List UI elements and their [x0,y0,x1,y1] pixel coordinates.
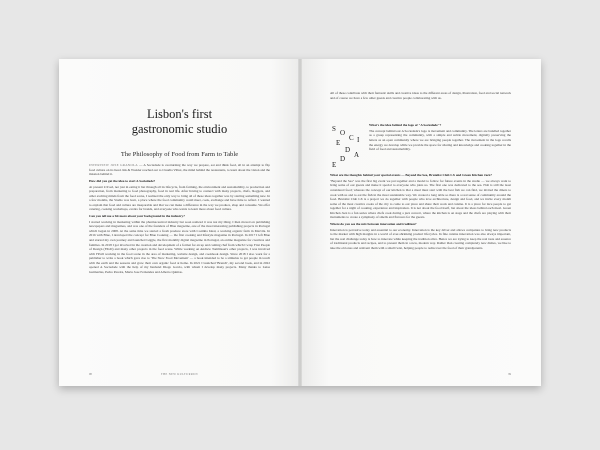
question-4: What are the thoughts behind your special events — Beyond the Sea, Brutalist Club LX and Green Kitchen Jazz? [330,173,492,178]
answer-1: At present it lived, not just in eating it but through all its lifecycle, from farming, the environment and sustainability, to production and preparation, from marketing to food photography, food in real life. After having to connect with many projects, chefs, bloggers, and other exciting minds from the food scene, I realized the only way to bring all of these ideas together was by starting something new. In a few months, the Studio was born, a place where the food community could meet, cook, exchange and have time to reflect. I wanted to explain that food and culture are inseparable and that we can make a difference in the way we produce, shop and consume. We offer catering, cooking workshops, events for brands, and everyone who wants to learn more about food culture. [89,184,270,212]
logo-letter-e2: E [332,161,338,169]
answer-2: I started working in marketing within the pharmaceutical industry but soon realized it was not my thing. I then moved on publishing newspapers and magazines, and was one of the founders of Blue magazine, one of the most interesting publishing projects in Portugal which began in 2008. At the same time we started a fresh produce store with Cozinha Ideal, a working organic farm in Marvila. In 2016 with Blue, I developed the concept for Blue Cooking — the first cooking and lifestyle magazine in Portugal. In 2017 I left Blue and started my own journey and launched Giggle, the first monthly digital magazine in Portugal, an online magazine for creatives and families. In 2018 I got involved in the creation and development of a format for an up and coming chef from which I wrap First People of Design (FPoD) and many other projects in the food scene. While working on Andrew Tomlinson's other projects, I was involved with FPoD working in the food scene in the area of marketing, website design, and cookbook design. Since 2018 I also work for a publisher to write a book which gave rise to 'The Slow Food Movement' — a book intended to be a stimulus to get people in touch with the earth and the seasons and grow their own organic food at home. In 2021 I launched 'Brunch', my second book, and in 2022 opened A Sociedade with the help of my husband Diogo Garcia, with whom I develop many projects. Many thanks to Luisa Guimarães, Pedro Pereira, Maria Jose Fernandes and Alberto Quintas. [89,219,270,274]
answer-3: The concept behind our A Sociedade's logo is movement and community. The letters are bundled together as a group representing the community, with a simple and subtle movement, digitally preserving the letters as an open community where we are bringing people together. The movement in the logo recalls the energy we develop while we provide the space for sharing and knowledge and cooking together in the field of food and sustainability. [369,128,511,152]
logo-letter-d2: D [340,155,347,163]
lead-text: — A Sociedade is overturning the way we prepare, eat and think food, all in an attempt to flip food culture on its head. Ink & Wonder reached out to Claudia Villax, the mind behind the restaurants, to learn about the vision and the mission behind it. [89,163,270,177]
sociedade-logo [330,125,364,169]
folio-right: 99 [508,373,511,376]
page-subtitle: The Philosophy of Food from Farm to Table [120,151,239,158]
lead-paragraph [89,163,270,177]
page-title [89,107,270,137]
question-3: What's the idea behind the logo of "A Sociedade"? [369,123,442,128]
book-spread [59,59,541,386]
logo-letter-a: A [354,151,361,159]
answer-5: Innovation is pervasive today and essential to our economy. Innovation is the key driver and allows companies to bring new products to the market with high margins in a world of ever-shrinking product lifecycles. In fine cuisine innovation was also always important, but the real challenge today is how to innovate while keeping the tradition alive. Hence we are trying to keep the real taste and essence of traditional products and recipes, and to present them in a new, modern way. Rather than creating completely new dishes, we like to take the old ones and reinvent them with a small twist, helping people to rediscover the food of their grandparents. [330,227,511,250]
running-footer: THE NEW KULTURRUN [161,373,198,376]
right-top-text: All of these contribute with their fantastic skills and creative ideas to the different areas of design, illustration, food and social network and of course we have a few other guests and creative people collaborating with us. [330,91,511,100]
lead-byline: INTERVIEW JOSE GRANOLA [89,163,138,167]
logo-answer-block [369,121,511,169]
folio-left: 98 [89,373,92,376]
left-page [59,59,300,386]
question-1: How did you get the idea to start A Sociedade? [89,178,156,183]
left-body-text [89,163,270,353]
logo-letter-o: O [340,129,347,137]
right-page [300,59,541,386]
title-line-2: gastronomic studio [131,122,228,136]
question-5: Where do you see the mix between innovation and tradition? [330,222,417,227]
right-body-text [330,171,511,356]
logo-letter-e: E [336,139,342,147]
logo-letter-i: I [357,136,361,144]
logo-letter-s: S [332,125,337,133]
answer-4: "Beyond the Sea" was the first big event we put together and a model to follow for future events in the studio — we always want to bring some of our guests and make it special to everyone who joins us. The first one was dedicated to the sea. Fish is still the least considered food; whereas the concept of our kitchen is that a meal must start with the best fish we can find, we invited the diners to cook with us and to eat the fish in the most sustainable way. We created a long table so there is a real sense of community around the food. Brutalist Club LX is a project we do together with people who love architecture, design and food, and we invite every month some of the most creative cooks of the city to come to our place and share their work and cuisine. It is a place for nice people to get together for a night of cooking, experience and inspiration. It is not about the food itself, but about the ideas behind each meal. Green Kitchen Jazz is a fun series where chefs cook during a jazz concert, where the kitchen is on stage and the chefs are playing with their instruments to create a symphony of smells and flavours for the guests. [330,178,511,220]
book-gutter [298,59,302,386]
logo-letter-c: C [349,134,355,142]
question-2: Can you tell me a bit more about your background in the industry? [89,214,185,219]
logo-letter-d: D [345,146,352,154]
title-line-1: Lisbon's first [146,107,213,121]
